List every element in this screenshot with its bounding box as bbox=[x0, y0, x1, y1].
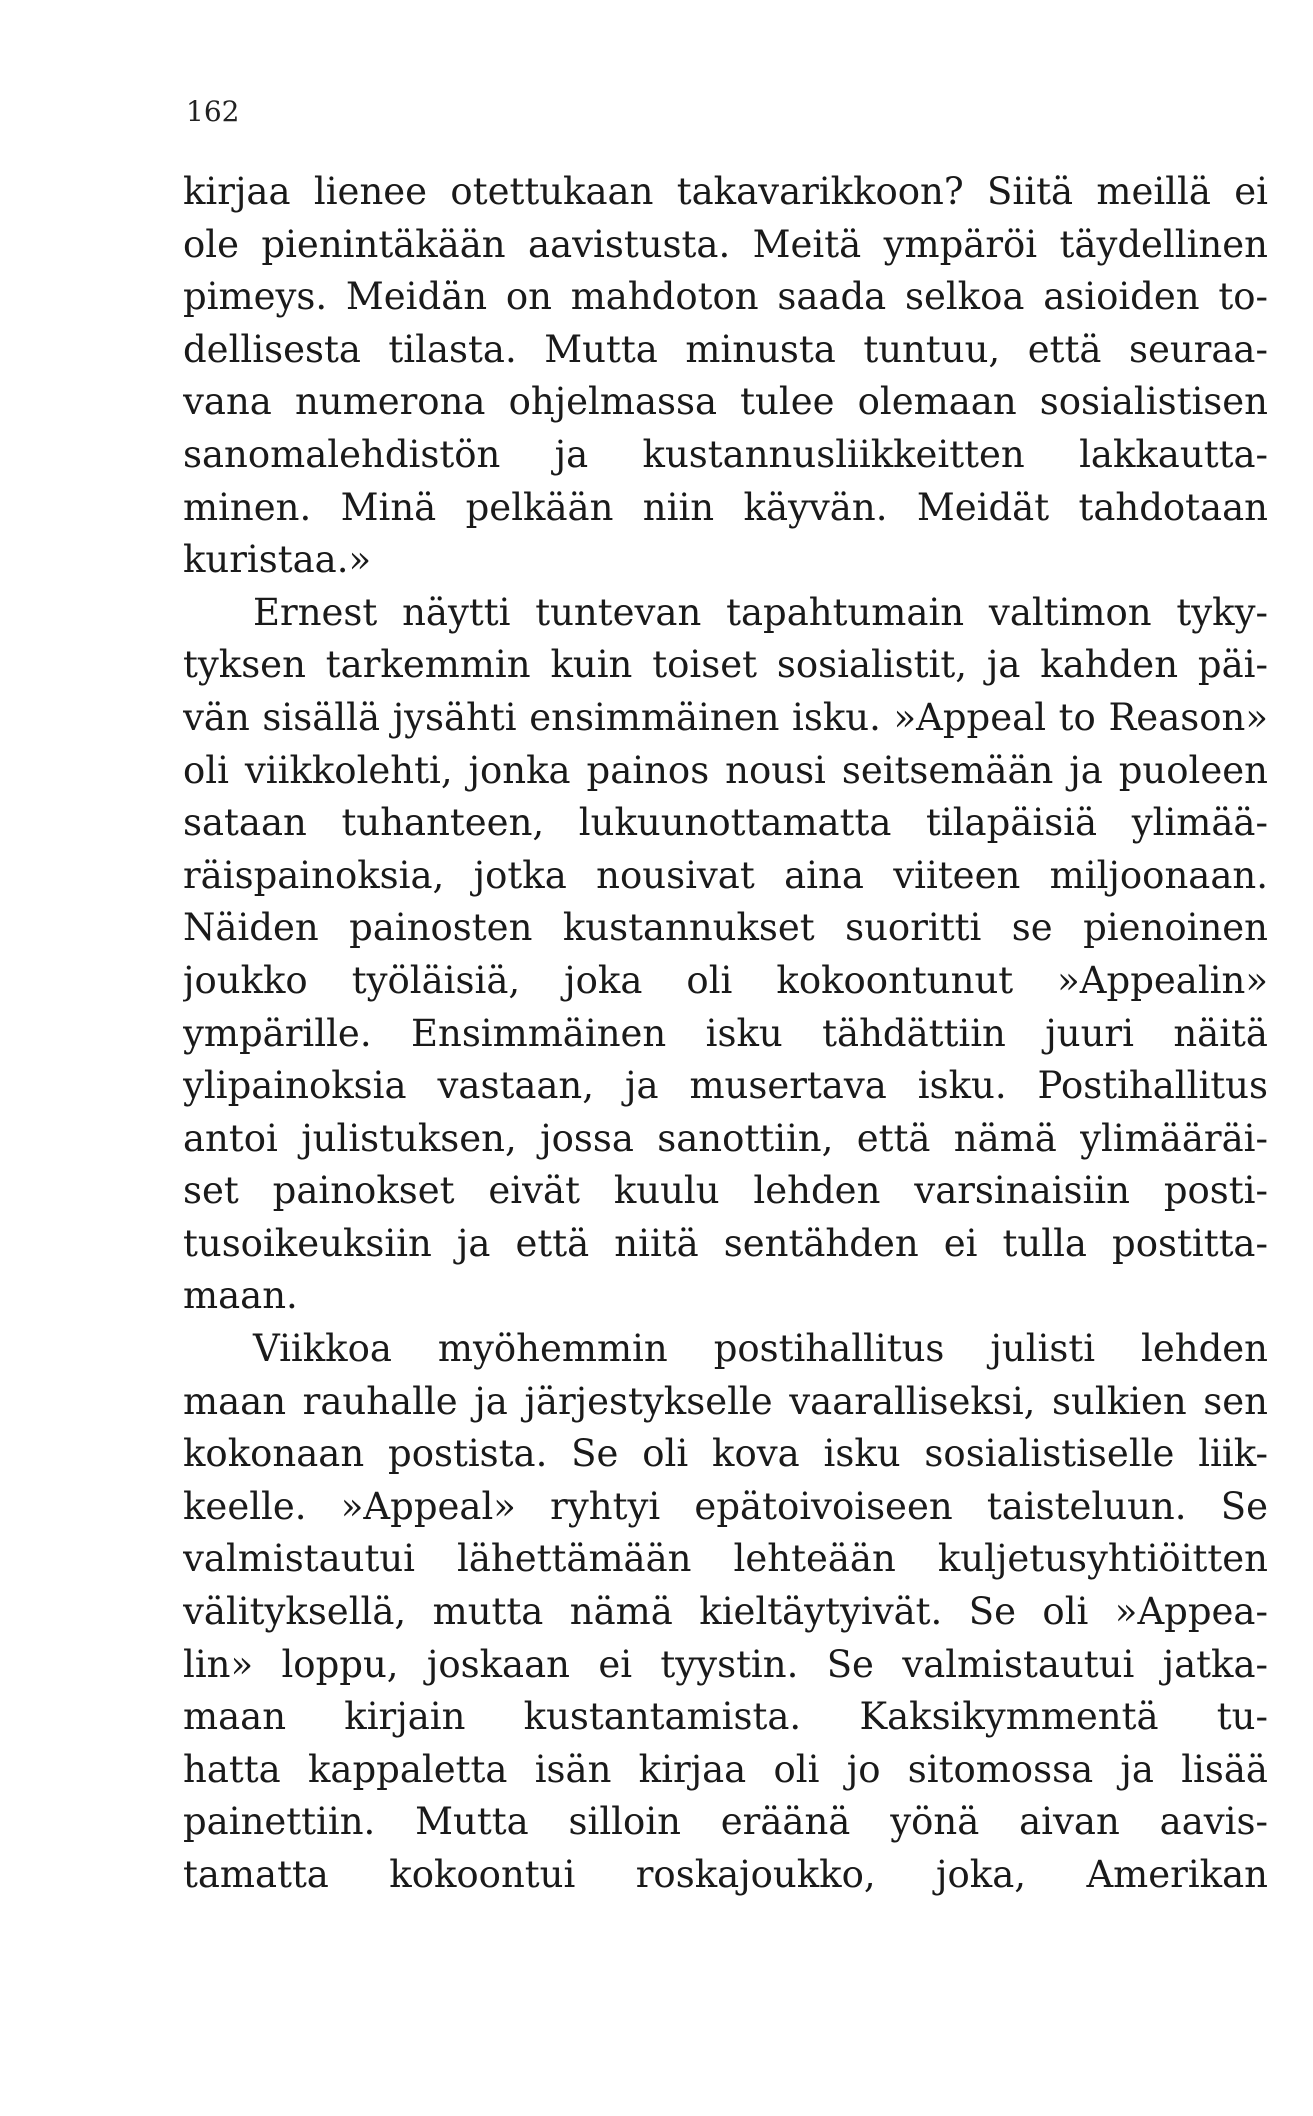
text-line: dellisesta tilasta. Mutta minusta tuntuu, että seuraa- bbox=[183, 327, 1268, 371]
text-line: ympärille. Ensimmäinen isku tähdättiin juuri näitä bbox=[183, 1011, 1268, 1055]
text-line: vana numerona ohjelmassa tulee olemaan sosialistisen bbox=[183, 380, 1268, 424]
page-number: 162 bbox=[186, 95, 240, 128]
text-line: Viikkoa myöhemmin postihallitus julisti lehden bbox=[253, 1327, 1268, 1371]
text-line: räispainoksia, jotka nousivat aina viiteen miljoonaan. bbox=[183, 853, 1268, 897]
text-line: maan rauhalle ja järjestykselle vaaralliseksi, sulkien sen bbox=[183, 1379, 1268, 1423]
text-line: sanomalehdistön ja kustannusliikkeitten lakkautta- bbox=[183, 432, 1268, 476]
text-line: antoi julistuksen, jossa sanottiin, että nämä ylimääräi- bbox=[183, 1116, 1268, 1160]
text-line: painettiin. Mutta silloin eräänä yönä aivan aavis- bbox=[183, 1800, 1268, 1844]
text-line: joukko työläisiä, joka oli kokoontunut »Appealin» bbox=[183, 958, 1268, 1002]
text-line: oli viikkolehti, jonka painos nousi seitsemään ja puoleen bbox=[183, 748, 1268, 792]
text-line: Ernest näytti tuntevan tapahtumain valtimon tyky- bbox=[253, 590, 1268, 634]
text-line: kokonaan postista. Se oli kova isku sosialistiselle liik- bbox=[183, 1432, 1268, 1476]
text-line: lin» loppu, joskaan ei tyystin. Se valmistautui jatka- bbox=[183, 1642, 1268, 1686]
text-line: keelle. »Appeal» ryhtyi epätoivoiseen taisteluun. Se bbox=[183, 1484, 1268, 1528]
text-line: välityksellä, mutta nämä kieltäytyivät. Se oli »Appea- bbox=[183, 1590, 1268, 1634]
text-line: kuristaa.» bbox=[183, 538, 372, 582]
text-line: kirjaa lienee otettukaan takavarikkoon? Siitä meillä ei bbox=[183, 170, 1268, 213]
text-line: valmistautui lähettämään lehteään kuljetusyhtiöitten bbox=[183, 1537, 1268, 1581]
body-text bbox=[183, 166, 1268, 1902]
text-line: set painokset eivät kuulu lehden varsinaisiin posti- bbox=[183, 1169, 1268, 1213]
text-line: tusoikeuksiin ja että niitä sentähden ei tulla postitta- bbox=[183, 1221, 1268, 1265]
text-line: Näiden painosten kustannukset suoritti se pienoinen bbox=[183, 906, 1268, 950]
text-line: hatta kappaletta isän kirjaa oli jo sitomossa ja lisää bbox=[183, 1747, 1268, 1791]
text-line: maan. bbox=[183, 1274, 298, 1318]
text-line: sataan tuhanteen, lukuunottamatta tilapäisiä ylimää- bbox=[183, 801, 1268, 845]
text-line: maan kirjain kustantamista. Kaksikymmentä tu- bbox=[183, 1695, 1268, 1739]
text-line: ylipainoksia vastaan, ja musertava isku. Postihallitus bbox=[183, 1064, 1268, 1108]
text-line: ole pienintäkään aavistusta. Meitä ympäröi täydellinen bbox=[183, 222, 1268, 266]
text-line: vän sisällä jysähti ensimmäinen isku. »Appeal to Reason» bbox=[183, 695, 1268, 739]
text-line: tamatta kokoontui roskajoukko, joka, Amerikan bbox=[183, 1853, 1268, 1896]
text-line: tyksen tarkemmin kuin toiset sosialistit, ja kahden päi- bbox=[183, 643, 1268, 687]
text-line: minen. Minä pelkään niin käyvän. Meidät tahdotaan bbox=[183, 485, 1268, 529]
text-line: pimeys. Meidän on mahdoton saada selkoa asioiden to- bbox=[183, 275, 1268, 319]
